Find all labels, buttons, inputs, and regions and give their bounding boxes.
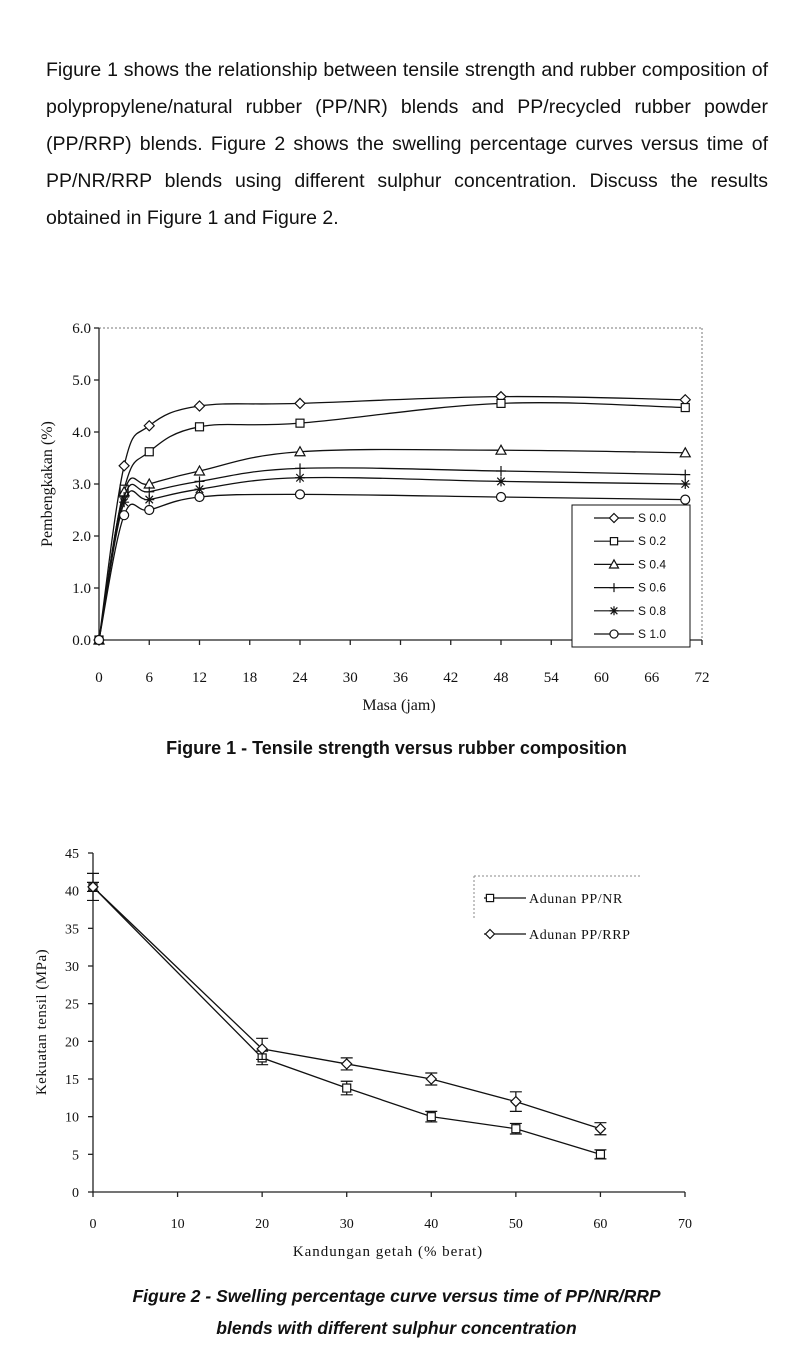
figure-2-y-tick-label: 35 (65, 922, 79, 938)
figure-2-data-point (426, 1074, 436, 1084)
figure-1-y-tick-label: 5.0 (72, 373, 91, 389)
figure-1-x-tick-label: 12 (192, 670, 207, 686)
figure-2-series-line-adunan-pp-nr (93, 887, 600, 1154)
figure-2-y-axis-label: Kekuatan tensil (MPa) (34, 948, 50, 1096)
figure-1-x-tick-label: 24 (292, 670, 308, 686)
figure-2-y-tick-label: 40 (65, 884, 79, 900)
figure-1-legend-label: S 0.4 (638, 557, 667, 572)
figure-1-y-tick-label: 2.0 (72, 529, 91, 545)
figure-1-y-tick-label: 1.0 (72, 581, 91, 597)
figure-2-x-tick-label: 30 (339, 1217, 354, 1232)
figure-1-y-axis-label: Pembengkakan (%) (39, 421, 56, 547)
figure-2-x-tick-label: 50 (508, 1217, 523, 1232)
figure-2-x-tick-label: 40 (424, 1217, 439, 1232)
figure-2-legend-label: Adunan PP/RRP (529, 928, 631, 943)
figure-2-y-tick-label: 45 (65, 847, 79, 862)
figure-2-data-point (342, 1059, 352, 1069)
figure-2-data-point (343, 1084, 351, 1092)
question-text: Figure 1 shows the relationship between tensile strength and rubber composition of polypropylene/natural rubber (PP/NR) blends and PP/recycled rubber powder (PP/RRP) blends. Figure 2 shows the swelling percentage curves versus time of PP/NR/RRP blends using different sulphur concentration. Discuss the results obtained in Figure 1 and Figure 2. (46, 59, 768, 229)
figure-1-legend-label: S 0.0 (638, 511, 667, 525)
figure-1-x-tick-label: 60 (594, 670, 609, 686)
figure-2-y-tick-label: 20 (65, 1035, 79, 1051)
figure-1-x-tick-label: 0 (95, 670, 103, 686)
figure-1-legend-label: S 0.8 (638, 603, 667, 618)
figure-1-x-tick-label: 36 (393, 670, 408, 686)
figure-1-y-tick-label: 4.0 (72, 425, 91, 441)
figure-2-caption-line-2: blends with different sulphur concentration (216, 1318, 577, 1338)
figure-2-data-point (512, 1125, 520, 1133)
figure-2-y-tick-label: 10 (65, 1110, 79, 1126)
figure-2-x-tick-label: 0 (89, 1217, 97, 1232)
figure-1-legend-label: S 1.0 (638, 627, 667, 641)
figure-2-x-tick-label: 60 (593, 1217, 608, 1232)
figure-1-x-axis-label: Masa (jam) (362, 697, 436, 714)
figure-2-data-point (427, 1113, 435, 1121)
figure-1-x-tick-label: 42 (443, 670, 459, 686)
figure-2-data-point (596, 1150, 604, 1158)
figure-2-y-tick-label: 0 (72, 1186, 79, 1201)
figure-2-y-tick-label: 15 (65, 1073, 79, 1088)
figure-2-legend-label: Adunan PP/NR (529, 892, 623, 907)
figure-1-y-tick-label: 0.0 (72, 633, 91, 649)
figure-1-legend-label: S 0.2 (638, 534, 667, 549)
figure-2-legend-marker (486, 930, 495, 939)
figure-2-x-tick-label: 10 (170, 1217, 185, 1232)
figure-1-x-tick-label: 72 (694, 670, 710, 686)
figure-1-caption: Figure 1 - Tensile strength versus rubber composition (166, 738, 627, 758)
figure-1-x-tick-label: 30 (342, 670, 358, 686)
figure-2-y-tick-label: 25 (65, 997, 79, 1013)
figure-2-x-axis-label: Kandungan getah (% berat) (292, 1244, 484, 1260)
figure-2-legend-marker (486, 894, 493, 901)
figure-1-x-tick-label: 48 (493, 670, 509, 686)
figure-1-x-tick-label: 6 (145, 670, 153, 686)
figure-2-x-tick-label: 20 (255, 1217, 270, 1232)
figure-1-y-tick-label: 3.0 (72, 477, 91, 493)
figure-2-y-tick-label: 30 (65, 960, 79, 975)
figure-2-y-tick-label: 5 (72, 1148, 79, 1164)
figure-1-x-tick-label: 54 (543, 670, 559, 686)
figure-2-caption (0, 1280, 793, 1344)
figure-1-legend-label: S 0.6 (638, 580, 667, 595)
figure-1-x-tick-label: 66 (644, 670, 660, 686)
figure-1-y-tick-label: 6.0 (72, 321, 91, 337)
figure-2-data-point (511, 1097, 521, 1107)
figure-1-x-tick-label: 18 (242, 670, 258, 686)
figure-2-caption-line-1: Figure 2 - Swelling percentage curve versus time of PP/NR/RRP (132, 1286, 661, 1306)
figure-2-x-tick-label: 70 (678, 1217, 692, 1232)
figure-2-data-point (595, 1124, 605, 1134)
